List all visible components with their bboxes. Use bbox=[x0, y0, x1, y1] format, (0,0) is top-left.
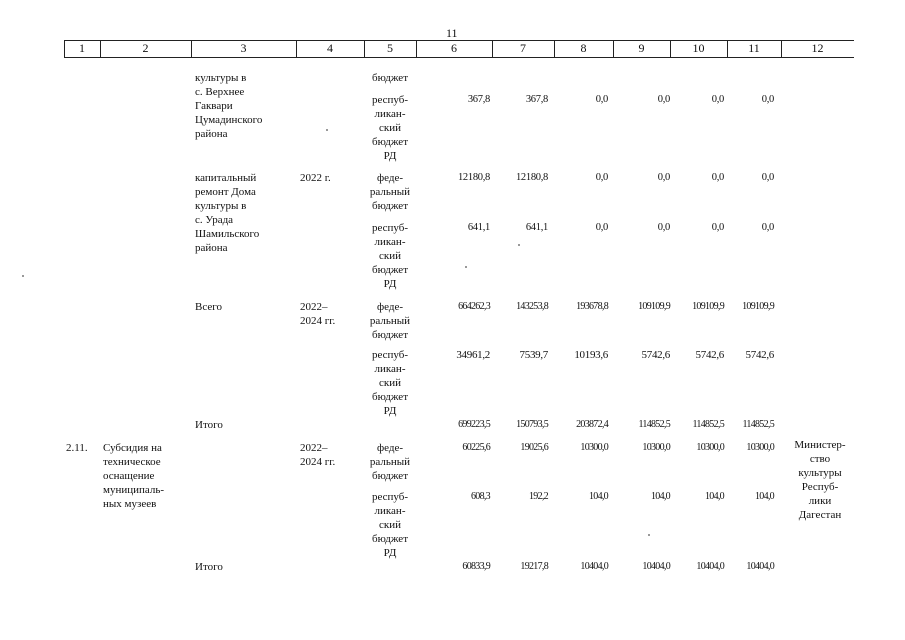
text-line: феде- bbox=[376, 172, 403, 184]
text-line: бюджет bbox=[372, 470, 408, 482]
text-line: культуры в bbox=[195, 200, 247, 212]
funding-source bbox=[362, 71, 418, 85]
value-cell: 114852,5 bbox=[742, 419, 774, 430]
funding-source bbox=[362, 441, 418, 483]
text-line: ский bbox=[379, 377, 401, 389]
value-cell: 114852,5 bbox=[638, 419, 670, 430]
value-cell: 193678,8 bbox=[576, 301, 608, 312]
page-number: 11 bbox=[446, 26, 458, 40]
text-line: культуры в bbox=[195, 72, 247, 84]
value-cell: 10404,0 bbox=[642, 561, 670, 572]
funding-source bbox=[362, 221, 418, 291]
text-line: РД bbox=[383, 547, 397, 559]
text-line: ликан- bbox=[374, 363, 406, 375]
text-line: капитальный bbox=[195, 172, 257, 184]
text-line: ство bbox=[809, 453, 831, 465]
value-cell: 0,0 bbox=[711, 94, 724, 105]
col-header-7: 7 bbox=[520, 41, 526, 55]
value-cell: 10193,6 bbox=[574, 349, 608, 361]
value-cell: 0,0 bbox=[761, 172, 774, 183]
col-header-8: 8 bbox=[580, 41, 587, 55]
value-cell: 367,8 bbox=[467, 94, 490, 105]
row-label: Итого bbox=[195, 419, 223, 431]
value-cell: 5742,6 bbox=[695, 349, 724, 361]
value-cell: 0,0 bbox=[761, 94, 774, 105]
period: 2022 г. bbox=[300, 172, 331, 184]
value-cell: 109109,9 bbox=[638, 301, 670, 312]
text-line: бюджет bbox=[372, 200, 408, 212]
value-cell: 0,0 bbox=[657, 172, 670, 183]
text-line: бюджет bbox=[372, 72, 408, 84]
text-line: Министер- bbox=[794, 439, 846, 451]
text-line: с. Верхнее bbox=[195, 86, 245, 98]
value-cell: 0,0 bbox=[595, 222, 608, 233]
value-cell: 10300,0 bbox=[696, 442, 724, 453]
value-cell: 114852,5 bbox=[692, 419, 724, 430]
value-cell: 109109,9 bbox=[692, 301, 724, 312]
col-header-9: 9 bbox=[638, 41, 645, 55]
text-line: района bbox=[195, 242, 228, 254]
value-cell: 104,0 bbox=[704, 491, 724, 502]
text-line: 2024 гг. bbox=[300, 315, 336, 327]
value-cell: 10300,0 bbox=[746, 442, 774, 453]
responsible-executor bbox=[784, 438, 856, 522]
funding-source bbox=[362, 93, 418, 163]
text-line: района bbox=[195, 128, 228, 140]
text-line: Субсидия на bbox=[103, 442, 162, 454]
value-cell: 0,0 bbox=[595, 172, 608, 183]
row-number: 2.11. bbox=[66, 442, 88, 454]
text-line: респуб- bbox=[371, 349, 409, 361]
text-line: с. Урада bbox=[195, 214, 234, 226]
value-cell: 192,2 bbox=[528, 491, 548, 502]
value-cell: 10404,0 bbox=[696, 561, 724, 572]
value-cell: 10300,0 bbox=[642, 442, 670, 453]
value-cell: 0,0 bbox=[657, 222, 670, 233]
col-header-10: 10 bbox=[692, 41, 705, 55]
value-cell: 641,1 bbox=[525, 222, 548, 233]
text-line: ральный bbox=[369, 186, 411, 198]
text-line: Гаквари bbox=[195, 100, 233, 112]
scan-speck bbox=[648, 534, 650, 536]
text-line: ральный bbox=[369, 456, 411, 468]
text-line: 2024 гг. bbox=[300, 456, 336, 468]
text-line: ский bbox=[379, 519, 401, 531]
value-cell: 0,0 bbox=[761, 222, 774, 233]
text-line: феде- bbox=[376, 301, 403, 313]
text-line: культуры bbox=[798, 467, 842, 479]
value-cell: 19025,6 bbox=[520, 442, 548, 453]
text-line: ликан- bbox=[374, 236, 406, 248]
value-cell: 104,0 bbox=[754, 491, 774, 502]
text-line: феде- bbox=[376, 442, 403, 454]
value-cell: 608,3 bbox=[470, 491, 490, 502]
text-line: 2022– bbox=[300, 442, 328, 454]
text-line: ский bbox=[379, 122, 401, 134]
row-label: Итого bbox=[195, 561, 223, 573]
value-cell: 5742,6 bbox=[641, 349, 670, 361]
col-header-12: 12 bbox=[811, 41, 824, 55]
activity-name bbox=[195, 71, 262, 141]
value-cell: 104,0 bbox=[650, 491, 670, 502]
text-line: бюджет bbox=[372, 329, 408, 341]
value-cell: 12180,8 bbox=[457, 172, 490, 183]
funding-source bbox=[362, 348, 418, 418]
funding-source bbox=[362, 300, 418, 342]
value-cell: 109109,9 bbox=[742, 301, 774, 312]
text-line: респуб- bbox=[371, 491, 409, 503]
value-cell: 19217,8 bbox=[520, 561, 548, 572]
value-cell: 10300,0 bbox=[580, 442, 608, 453]
text-line: Респуб- bbox=[801, 481, 839, 493]
value-cell: 60225,6 bbox=[462, 442, 490, 453]
text-line: РД bbox=[383, 150, 397, 162]
value-cell: 150793,5 bbox=[516, 419, 548, 430]
text-line: бюджет bbox=[372, 533, 408, 545]
text-line: РД bbox=[383, 405, 397, 417]
scan-speck bbox=[465, 266, 467, 268]
value-cell: 0,0 bbox=[595, 94, 608, 105]
value-cell: 34961,2 bbox=[456, 349, 490, 361]
value-cell: 367,8 bbox=[525, 94, 548, 105]
scan-speck bbox=[22, 275, 24, 277]
value-cell: 60833,9 bbox=[462, 561, 490, 572]
text-line: Дагестан bbox=[798, 509, 842, 521]
funding-source bbox=[362, 490, 418, 560]
text-line: лики bbox=[808, 495, 832, 507]
text-line: 2022– bbox=[300, 301, 328, 313]
col-header-11: 11 bbox=[748, 41, 760, 55]
text-line: бюджет bbox=[372, 391, 408, 403]
text-line: ральный bbox=[369, 315, 411, 327]
value-cell: 104,0 bbox=[588, 491, 608, 502]
col-header-4: 4 bbox=[327, 41, 333, 55]
text-line: бюджет bbox=[372, 264, 408, 276]
value-cell: 0,0 bbox=[657, 94, 670, 105]
period bbox=[300, 441, 335, 469]
funding-source bbox=[362, 171, 418, 213]
col-header-6: 6 bbox=[451, 41, 457, 55]
row-label: Всего bbox=[195, 301, 222, 313]
text-line: РД bbox=[383, 278, 397, 290]
scan-speck bbox=[518, 244, 520, 246]
value-cell: 203872,4 bbox=[576, 419, 608, 430]
value-cell: 12180,8 bbox=[515, 172, 548, 183]
value-cell: 143253,8 bbox=[516, 301, 548, 312]
col-header-5: 5 bbox=[387, 41, 393, 55]
text-line: ремонт Дома bbox=[195, 186, 256, 198]
value-cell: 0,0 bbox=[711, 172, 724, 183]
value-cell: 641,1 bbox=[467, 222, 490, 233]
value-cell: 10404,0 bbox=[746, 561, 774, 572]
scan-speck bbox=[326, 129, 328, 131]
text-line: Шамильского bbox=[195, 228, 260, 240]
text-line: ский bbox=[379, 250, 401, 262]
value-cell: 10404,0 bbox=[580, 561, 608, 572]
col-header-1: 1 bbox=[79, 41, 85, 55]
text-line: бюджет bbox=[372, 136, 408, 148]
activity-name bbox=[103, 441, 164, 511]
value-cell: 7539,7 bbox=[519, 349, 548, 361]
text-line: ликан- bbox=[374, 108, 406, 120]
period bbox=[300, 300, 335, 328]
text-line: респуб- bbox=[371, 222, 409, 234]
text-line: техническое bbox=[103, 456, 161, 468]
text-line: Цумадинского bbox=[195, 114, 263, 126]
text-line: респуб- bbox=[371, 94, 409, 106]
text-line: ликан- bbox=[374, 505, 406, 517]
value-cell: 0,0 bbox=[711, 222, 724, 233]
activity-name bbox=[195, 171, 259, 255]
text-line: ных музеев bbox=[103, 498, 157, 510]
value-cell: 664262,3 bbox=[458, 301, 490, 312]
text-line: оснащение bbox=[103, 470, 155, 482]
col-header-3: 3 bbox=[240, 41, 247, 55]
text-line: муниципаль- bbox=[103, 484, 165, 496]
value-cell: 5742,6 bbox=[745, 349, 774, 361]
col-header-2: 2 bbox=[142, 41, 149, 55]
value-cell: 699223,5 bbox=[458, 419, 490, 430]
